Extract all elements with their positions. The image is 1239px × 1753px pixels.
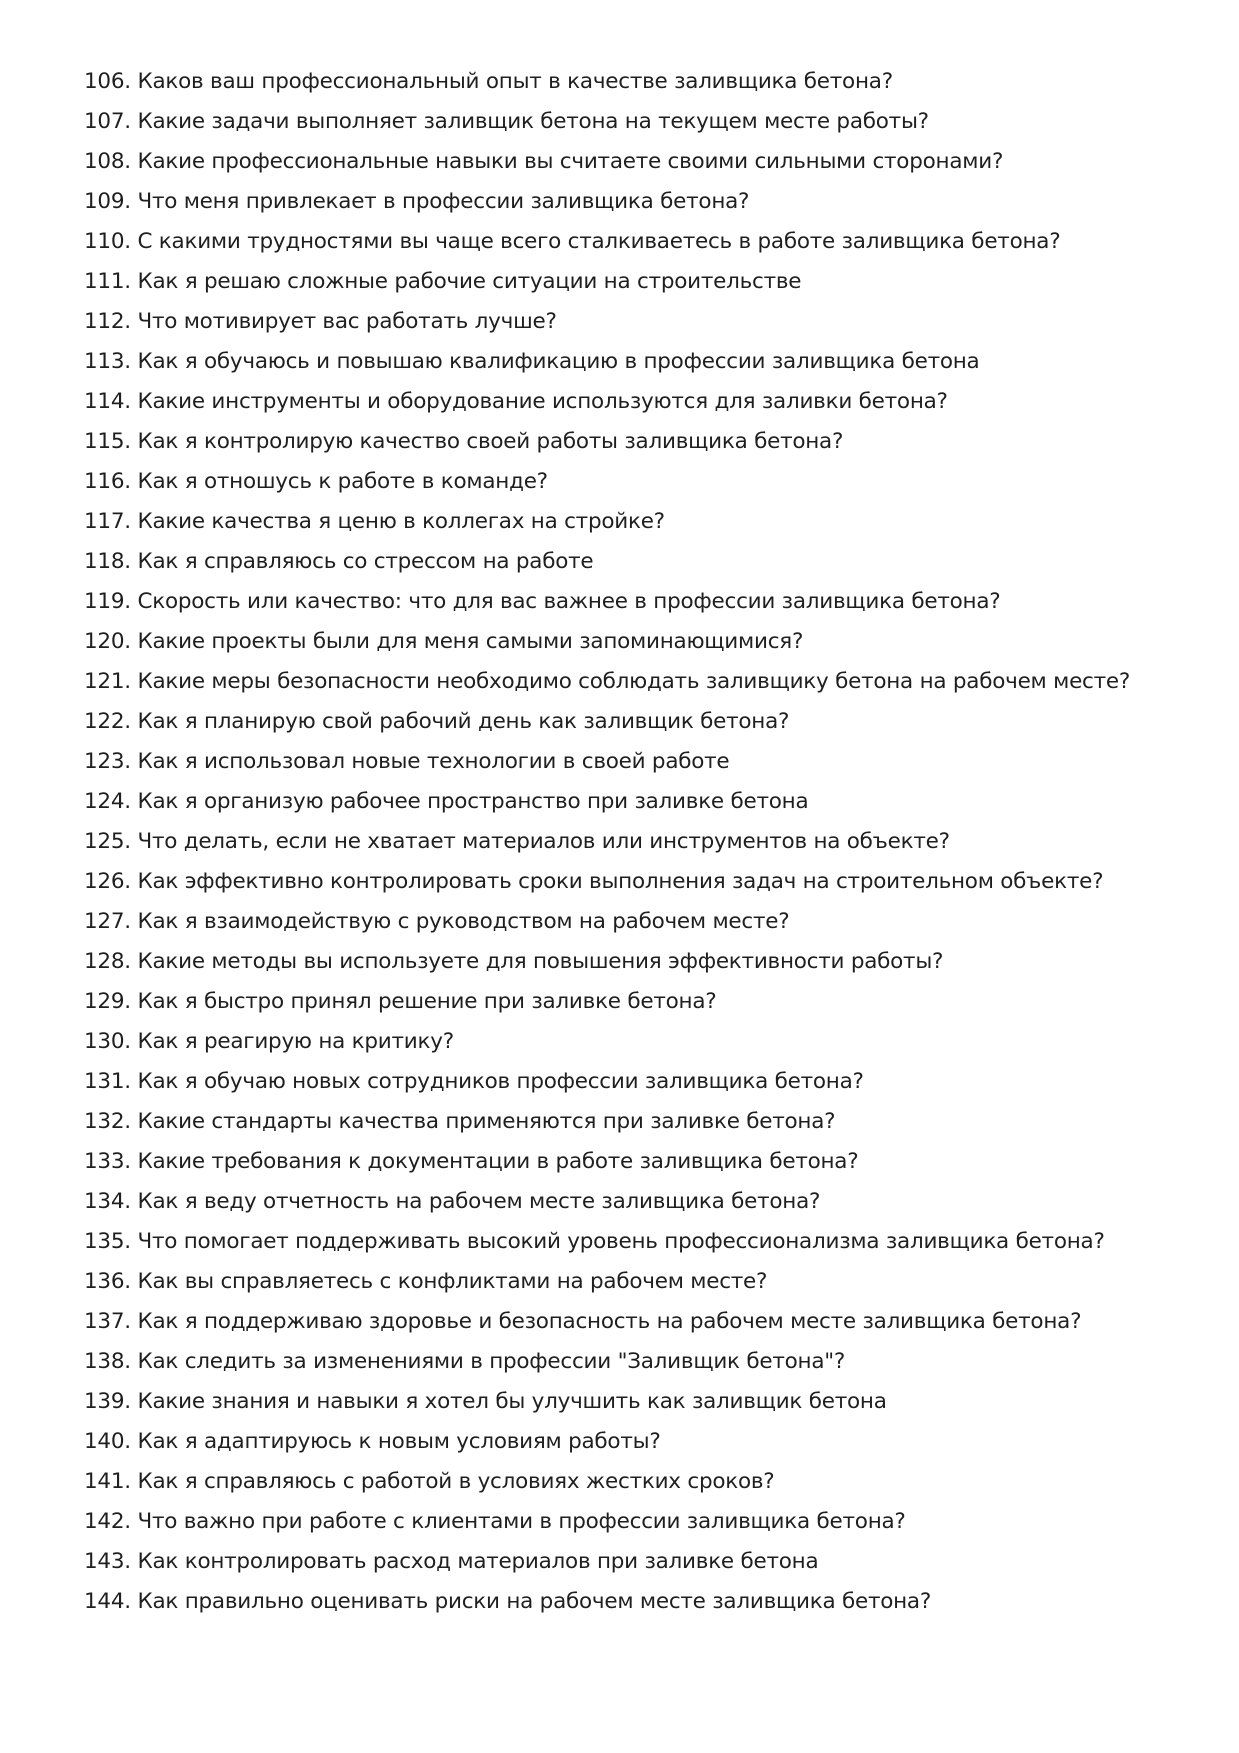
question-item: 138. Как следить за изменениями в профессии "Заливщик бетона"? [84,1349,846,1374]
question-item: 109. Что меня привлекает в профессии заливщика бетона? [84,189,750,214]
question-item: 143. Как контролировать расход материалов при заливке бетона [84,1549,819,1574]
question-item: 124. Как я организую рабочее пространство при заливке бетона [84,789,809,814]
question-item: 136. Как вы справляетесь с конфликтами на рабочем месте? [84,1269,768,1294]
question-item: 134. Как я веду отчетность на рабочем месте заливщика бетона? [84,1189,821,1214]
question-item: 128. Какие методы вы используете для повышения эффективности работы? [84,949,944,974]
question-item: 121. Какие меры безопасности необходимо соблюдать заливщику бетона на рабочем месте? [84,669,1131,694]
question-item: 129. Как я быстро принял решение при заливке бетона? [84,989,717,1014]
question-item: 115. Как я контролирую качество своей работы заливщика бетона? [84,429,844,454]
question-item: 132. Какие стандарты качества применяются при заливке бетона? [84,1109,836,1134]
question-item: 107. Какие задачи выполняет заливщик бетона на текущем месте работы? [84,109,929,134]
document-page [84,62,1164,1622]
question-item: 113. Как я обучаюсь и повышаю квалификацию в профессии заливщика бетона [84,349,980,374]
question-item: 126. Как эффективно контролировать сроки выполнения задач на строительном объекте? [84,869,1104,894]
question-item: 137. Как я поддерживаю здоровье и безопасность на рабочем месте заливщика бетона? [84,1309,1082,1334]
question-list [84,62,1164,1622]
question-item: 118. Как я справляюсь со стрессом на работе [84,549,594,574]
question-item: 142. Что важно при работе с клиентами в профессии заливщика бетона? [84,1509,906,1534]
question-item: 123. Как я использовал новые технологии в своей работе [84,749,730,774]
question-item: 133. Какие требования к документации в работе заливщика бетона? [84,1149,859,1174]
question-item: 127. Как я взаимодействую с руководством на рабочем месте? [84,909,790,934]
question-item: 114. Какие инструменты и оборудование используются для заливки бетона? [84,389,948,414]
question-item: 106. Каков ваш профессиональный опыт в качестве заливщика бетона? [84,69,893,94]
question-item: 122. Как я планирую свой рабочий день как заливщик бетона? [84,709,790,734]
question-item: 140. Как я адаптируюсь к новым условиям работы? [84,1429,661,1454]
question-item: 120. Какие проекты были для меня самыми запоминающимися? [84,629,804,654]
question-item: 144. Как правильно оценивать риски на рабочем месте заливщика бетона? [84,1589,932,1614]
question-item: 135. Что помогает поддерживать высокий уровень профессионализма заливщика бетона? [84,1229,1105,1254]
question-item: 112. Что мотивирует вас работать лучше? [84,309,557,334]
question-item: 110. С какими трудностями вы чаще всего сталкиваетесь в работе заливщика бетона? [84,229,1061,254]
question-item: 131. Как я обучаю новых сотрудников профессии заливщика бетона? [84,1069,864,1094]
question-item: 117. Какие качества я ценю в коллегах на стройке? [84,509,665,534]
question-item: 130. Как я реагирую на критику? [84,1029,454,1054]
question-item: 108. Какие профессиональные навыки вы считаете своими сильными сторонами? [84,149,1004,174]
question-item: 139. Какие знания и навыки я хотел бы улучшить как заливщик бетона [84,1389,887,1414]
question-item: 119. Скорость или качество: что для вас важнее в профессии заливщика бетона? [84,589,1001,614]
question-item: 141. Как я справляюсь с работой в условиях жестких сроков? [84,1469,775,1494]
question-item: 111. Как я решаю сложные рабочие ситуации на строительстве [84,269,802,294]
question-item: 125. Что делать, если не хватает материалов или инструментов на объекте? [84,829,950,854]
question-item: 116. Как я отношусь к работе в команде? [84,469,548,494]
